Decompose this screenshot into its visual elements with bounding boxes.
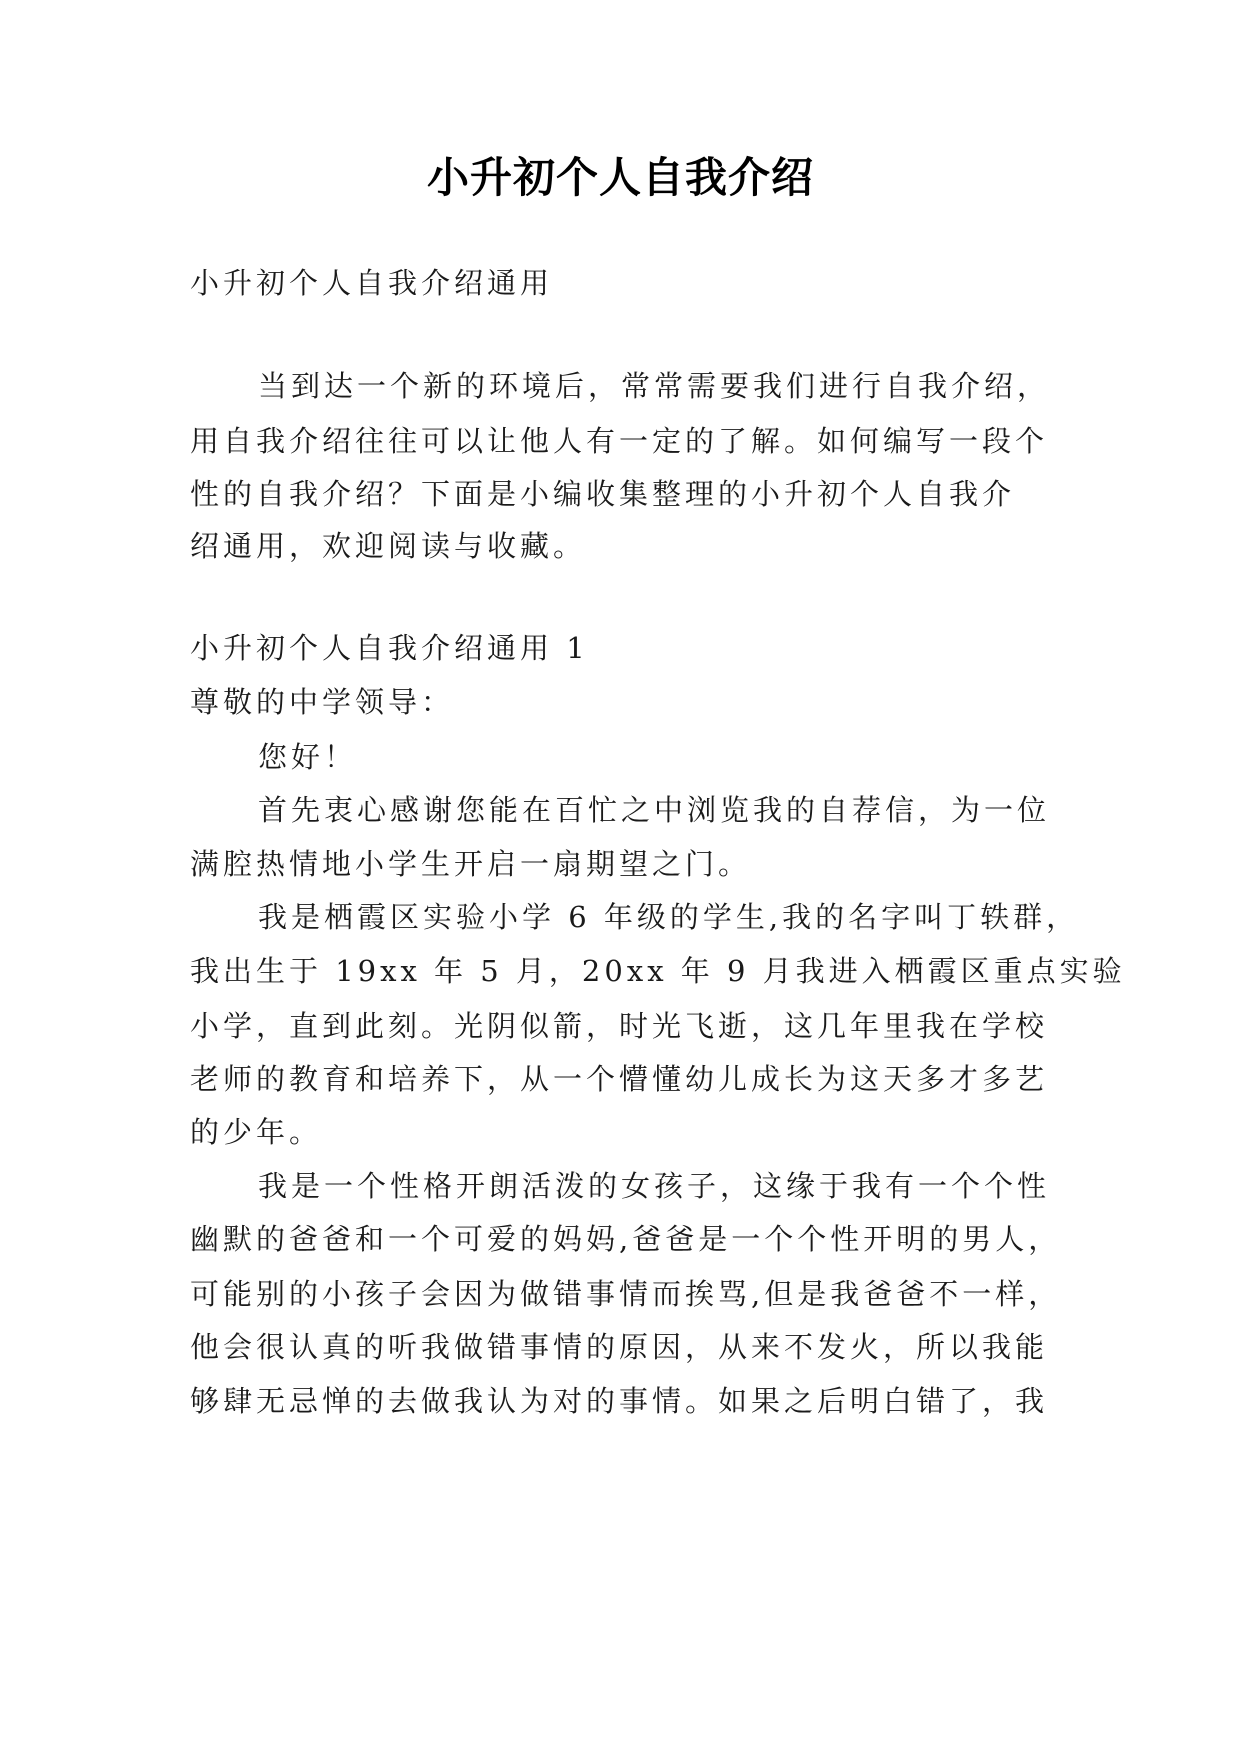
document-subtitle: 小升初个人自我介绍通用 bbox=[190, 266, 554, 300]
section-heading: 小升初个人自我介绍通用 1 bbox=[190, 631, 589, 665]
para3-line-4: 他会很认真的听我做错事情的原因，从来不发火，所以我能 bbox=[190, 1330, 1049, 1364]
salutation: 尊敬的中学领导： bbox=[190, 685, 455, 719]
para3-line-5: 够肆无忌惮的去做我认为对的事情。如果之后明白错了，我 bbox=[190, 1384, 1049, 1418]
para1-line-2: 满腔热情地小学生开启一扇期望之门。 bbox=[190, 847, 752, 881]
greeting: 您好！ bbox=[258, 740, 358, 774]
intro-line-2: 用自我介绍往往可以让他人有一定的了解。如何编写一段个 bbox=[190, 424, 1049, 458]
para3-line-1: 我是一个性格开朗活泼的女孩子，这缘于我有一个个性 bbox=[258, 1169, 1051, 1203]
para1-line-1: 首先衷心感谢您能在百忙之中浏览我的自荐信，为一位 bbox=[258, 793, 1051, 827]
para2-line-4: 老师的教育和培养下，从一个懵懂幼儿成长为这天多才多艺 bbox=[190, 1062, 1049, 1096]
para2-line-2: 我出生于 19xx 年 5 月，20xx 年 9 月我进入栖霞区重点实验 bbox=[190, 954, 1126, 988]
para2-line-3: 小学，直到此刻。光阴似箭，时光飞逝，这几年里我在学校 bbox=[190, 1009, 1049, 1043]
para3-line-3: 可能别的小孩子会因为做错事情而挨骂,但是我爸爸不一样， bbox=[190, 1277, 1062, 1311]
intro-line-3: 性的自我介绍？下面是小编收集整理的小升初个人自我介 bbox=[190, 477, 1016, 511]
intro-line-4: 绍通用，欢迎阅读与收藏。 bbox=[190, 529, 587, 563]
intro-line-1: 当到达一个新的环境后，常常需要我们进行自我介绍， bbox=[258, 369, 1051, 403]
para3-line-2: 幽默的爸爸和一个可爱的妈妈,爸爸是一个个性开明的男人， bbox=[190, 1222, 1062, 1256]
para2-line-1: 我是栖霞区实验小学 6 年级的学生,我的名字叫丁轶群， bbox=[258, 900, 1080, 934]
document-title: 小升初个人自我介绍 bbox=[426, 153, 814, 202]
para2-line-5: 的少年。 bbox=[190, 1115, 323, 1149]
